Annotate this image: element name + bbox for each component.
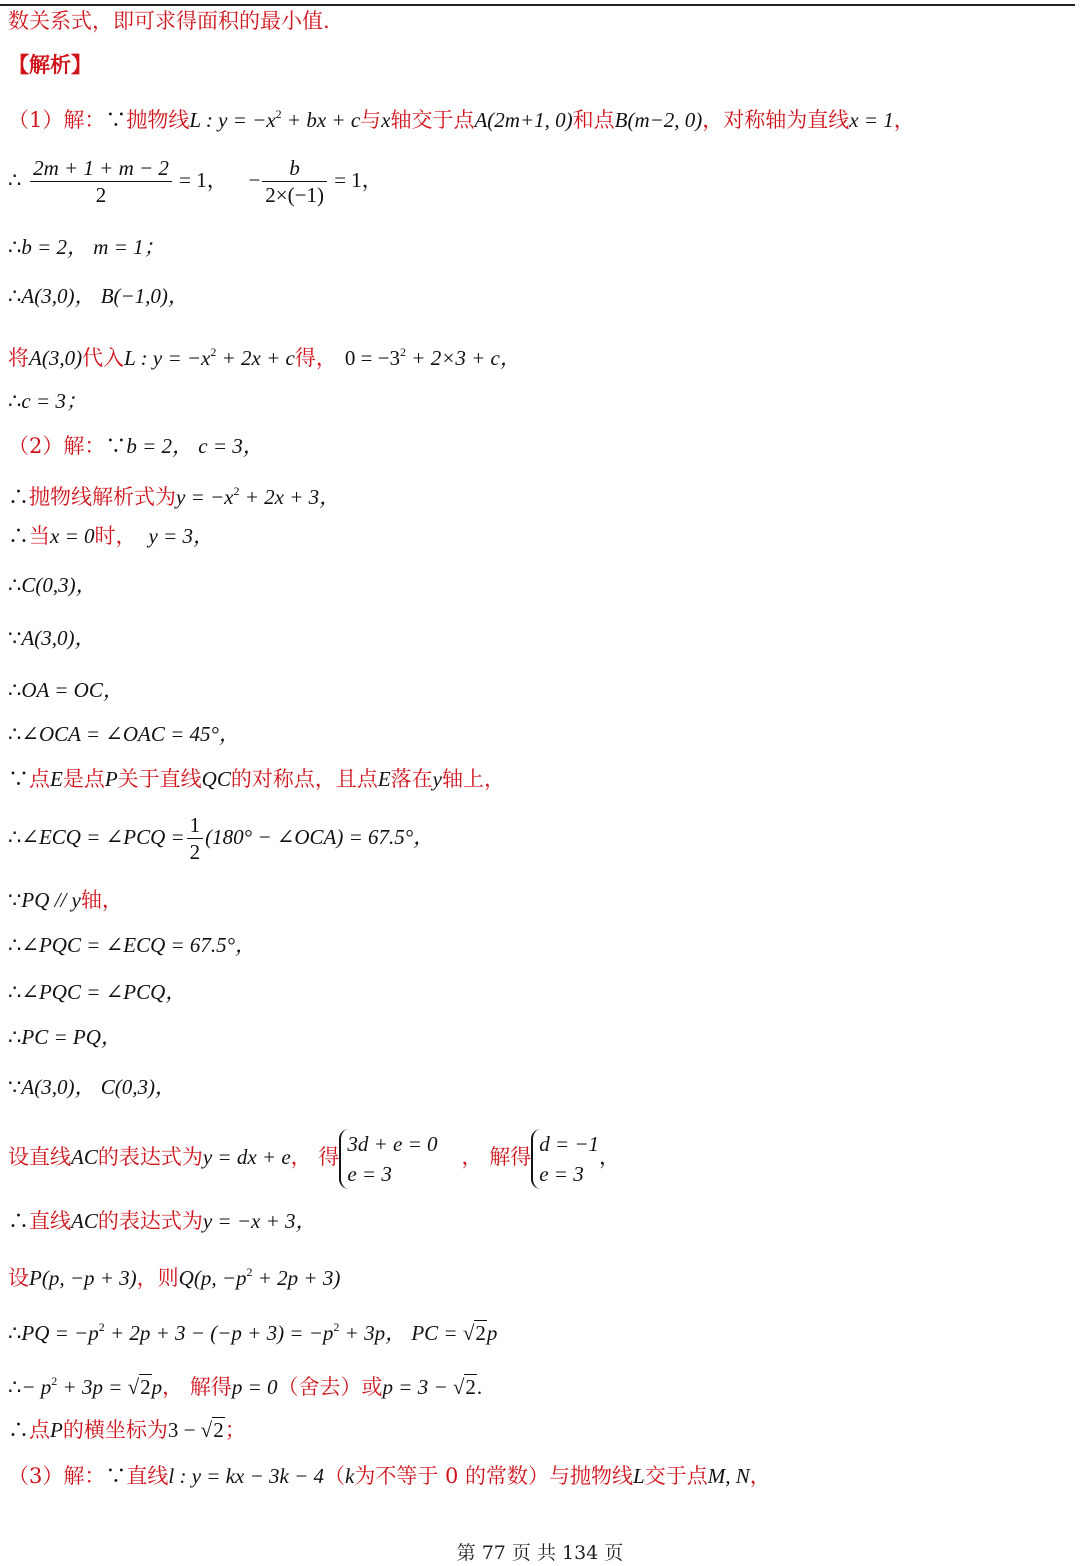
math: b = 2， c = 3，	[126, 434, 264, 458]
math: L : y = −x	[124, 346, 211, 370]
denominator: 2	[189, 840, 201, 864]
text: 抛物线解析式为	[29, 485, 176, 509]
math: + 3p， PC =	[339, 1321, 463, 1345]
therefore-symbol: ∴	[8, 524, 29, 548]
math: b = 2， m = 1；	[21, 235, 165, 259]
radicand: 2	[465, 1375, 476, 1399]
math: 0 = −3	[344, 346, 401, 370]
exponent: 2	[275, 107, 282, 121]
text: 轴交于点	[390, 108, 475, 132]
math: M, N	[707, 1464, 750, 1488]
math: AC	[71, 1209, 98, 1233]
p1-result-ab	[8, 282, 189, 310]
text: 得，	[294, 346, 337, 370]
sqrt-sign: √	[127, 1375, 140, 1399]
text: 的表达式为	[97, 1209, 203, 1233]
math: + 2p + 3 − (−p + 3) = −p	[104, 1321, 334, 1345]
fraction	[262, 155, 327, 208]
math: A(3,0)， B(−1,0)，	[21, 284, 189, 308]
text: 的对称点，且点	[230, 767, 378, 791]
sqrt-sign: √	[452, 1375, 465, 1399]
math: P	[50, 1418, 63, 1442]
math: p = 3 −	[382, 1375, 453, 1399]
text: 时，	[94, 524, 137, 548]
numerator: 2m + 1 + m − 2	[30, 155, 172, 182]
math: + 3p =	[57, 1375, 128, 1399]
p2-symmetric	[8, 765, 505, 793]
page-footer: 第 77 页 共 134 页	[456, 1542, 624, 1564]
p2-line-ac	[8, 1207, 317, 1235]
text: 为不等于 0 的常数）与抛物线	[354, 1464, 634, 1488]
p1-fractions	[8, 155, 383, 208]
p1-result-c	[8, 387, 87, 415]
math: A(2m+1, 0)	[474, 108, 573, 132]
text: 轴，	[80, 888, 123, 912]
math: ∠PQC = ∠ECQ = 67.5°，	[21, 933, 257, 957]
denominator: 2×(−1)	[265, 183, 324, 207]
p2-parabola	[8, 477, 340, 511]
p2-x0	[8, 522, 214, 550]
p2-line-ac-system	[8, 1124, 620, 1190]
p2-solve	[8, 1367, 482, 1401]
because-symbol: ∵	[105, 434, 127, 458]
section-heading	[8, 51, 92, 79]
text: ， 得	[290, 1145, 340, 1169]
therefore-symbol: ∴	[8, 235, 22, 259]
math: E	[377, 767, 391, 791]
math: OA = OC，	[21, 678, 124, 702]
p2-set-pq	[8, 1258, 340, 1292]
p2-A	[8, 624, 95, 652]
p3-label: （3）解：	[8, 1464, 106, 1488]
math: P(p, −p + 3)	[29, 1266, 137, 1290]
math: p	[486, 1321, 498, 1345]
therefore-symbol: ∴	[8, 1418, 29, 1442]
text: ；	[224, 1418, 246, 1442]
math: p	[151, 1375, 163, 1399]
math: PQ = −p	[21, 1321, 99, 1345]
equation-system	[531, 1129, 599, 1189]
p2-pqc1	[8, 931, 256, 959]
math: k	[345, 1464, 355, 1488]
text: ， 解得	[162, 1375, 232, 1399]
math: + 2×3 + c，	[406, 346, 521, 370]
intro-text: 数关系式，即可求得面积的最小值.	[8, 9, 330, 33]
sqrt-sign: √	[462, 1321, 475, 1345]
math: P	[104, 767, 118, 791]
text: .	[476, 1375, 483, 1399]
top-rule	[0, 4, 1075, 6]
text: 落在	[390, 767, 433, 791]
math: x = 1	[849, 108, 894, 132]
math: + 2p + 3)	[252, 1266, 341, 1290]
text: 和点	[572, 108, 615, 132]
text: 交于点	[644, 1464, 708, 1488]
equation: e = 3	[347, 1161, 392, 1186]
therefore-symbol: ∴	[8, 980, 22, 1004]
radicand: 2	[140, 1375, 151, 1399]
math: + 2x + c	[216, 346, 295, 370]
text: 设	[8, 1266, 29, 1290]
text: 代入	[82, 346, 125, 370]
because-symbol: ∵	[8, 626, 22, 650]
math: l : y = kx − 3k − 4	[168, 1464, 324, 1488]
therefore-symbol: ∴	[8, 825, 22, 849]
because-symbol: ∵	[8, 767, 29, 791]
text: 与	[360, 108, 382, 132]
radicand: 2	[213, 1418, 224, 1442]
denominator: 2	[95, 183, 107, 207]
exponent: 2	[333, 1320, 340, 1334]
math: A(3,0)， C(0,3)，	[21, 1075, 176, 1099]
numerator: 1	[187, 812, 204, 839]
fraction	[187, 812, 204, 865]
exponent: 2	[210, 345, 217, 359]
math: 3 −	[167, 1418, 201, 1442]
math: AC	[71, 1145, 98, 1169]
heading-text: 【解析】	[8, 52, 92, 77]
equation-system	[339, 1129, 437, 1189]
text: ， 解得	[461, 1145, 532, 1169]
therefore-symbol: ∴	[8, 722, 22, 746]
math: B(m−2, 0)	[614, 108, 703, 132]
therefore-symbol: ∴	[8, 678, 22, 702]
p2-ecq	[8, 812, 434, 865]
p1-line1	[8, 100, 915, 134]
exponent: 2	[400, 345, 407, 359]
text: 直线	[29, 1209, 71, 1233]
math: = 1，	[173, 168, 228, 192]
p3-line1	[8, 1462, 771, 1490]
p2-label: （2）解：	[8, 434, 106, 458]
p2-angle45	[8, 720, 240, 748]
p2-OA	[8, 676, 124, 704]
p2-pq-length	[8, 1313, 497, 1347]
math: L	[633, 1464, 645, 1488]
p1-result-bm	[8, 233, 165, 261]
text: 设直线	[8, 1145, 71, 1169]
text: 的横坐标为	[62, 1418, 168, 1442]
text: ，则	[136, 1266, 179, 1290]
because-symbol: ∵	[105, 108, 127, 132]
because-symbol: ∵	[8, 1075, 22, 1099]
p2-line1	[8, 432, 264, 460]
math: y = −x	[176, 485, 234, 509]
fraction	[30, 155, 172, 208]
math: − p	[21, 1375, 52, 1399]
therefore-symbol: ∴	[8, 1209, 29, 1233]
minus-sign: −	[248, 168, 261, 192]
exponent: 2	[51, 1374, 58, 1388]
equation: e = 3	[539, 1161, 584, 1186]
math: (180° − ∠OCA) = 67.5°，	[205, 825, 435, 849]
sqrt-sign: √	[200, 1418, 213, 1442]
text: （舍去）或	[277, 1375, 383, 1399]
text: ，	[893, 108, 915, 132]
math: y = dx + e	[202, 1145, 291, 1169]
math: y	[432, 767, 442, 791]
numerator: b	[262, 155, 327, 182]
text: 当	[29, 524, 50, 548]
p1-substitute	[8, 338, 521, 372]
text: 的表达式为	[97, 1145, 203, 1169]
therefore-symbol: ∴	[8, 933, 22, 957]
math: x = 0	[50, 524, 95, 548]
text: 点	[29, 1418, 50, 1442]
p2-AC-points	[8, 1073, 176, 1101]
equation: d = −1	[539, 1131, 600, 1156]
math: y = 3，	[148, 524, 214, 548]
text: 抛物线	[126, 108, 190, 132]
math: ∠PQC = ∠PCQ，	[21, 980, 187, 1004]
p2-parallel	[8, 886, 123, 914]
therefore-symbol: ∴	[8, 1321, 22, 1345]
exponent: 2	[98, 1320, 105, 1334]
math: x	[381, 108, 391, 132]
therefore-symbol: ∴	[8, 485, 29, 509]
math: Q(p, −p	[178, 1266, 247, 1290]
text: 轴上，	[442, 767, 505, 791]
math: ∠OCA = ∠OAC = 45°，	[21, 722, 240, 746]
p2-pcpq	[8, 1023, 122, 1051]
p1-label: （1）解：	[8, 108, 106, 132]
math: C(0,3)，	[21, 573, 97, 597]
math: y = −x + 3，	[202, 1209, 317, 1233]
therefore-symbol: ∴	[8, 168, 22, 192]
text: ，	[749, 1464, 771, 1488]
p2-answer	[8, 1416, 246, 1444]
text: 将	[8, 346, 29, 370]
math: ∠ECQ = ∠PCQ =	[21, 825, 185, 849]
p2-C	[8, 571, 97, 599]
text: （	[324, 1464, 345, 1488]
math: p = 0	[231, 1375, 278, 1399]
math: + 2x + 3，	[239, 485, 341, 509]
text: ，	[599, 1145, 621, 1169]
math: + bx + c	[281, 108, 361, 132]
radicand: 2	[475, 1321, 486, 1345]
therefore-symbol: ∴	[8, 1025, 22, 1049]
text: 点	[29, 767, 50, 791]
exponent: 2	[246, 1265, 253, 1279]
text: 关于直线	[117, 767, 202, 791]
math: PC = PQ，	[21, 1025, 122, 1049]
text: ，对称轴为直线	[702, 108, 850, 132]
therefore-symbol: ∴	[8, 389, 22, 413]
equation: 3d + e = 0	[347, 1131, 438, 1156]
math: A(3,0)，	[21, 626, 96, 650]
text: 是点	[62, 767, 105, 791]
math: QC	[201, 767, 231, 791]
p2-pqc2	[8, 978, 186, 1006]
math: E	[50, 767, 63, 791]
intro-line	[8, 7, 330, 35]
math: L : y = −x	[189, 108, 276, 132]
math: = 1，	[328, 168, 383, 192]
because-symbol: ∵	[8, 888, 22, 912]
because-symbol: ∵	[105, 1464, 127, 1488]
math: PQ // y	[21, 888, 81, 912]
therefore-symbol: ∴	[8, 573, 22, 597]
text: 直线	[126, 1464, 169, 1488]
therefore-symbol: ∴	[8, 284, 22, 308]
math: A(3,0)	[29, 346, 83, 370]
math: c = 3；	[21, 389, 87, 413]
exponent: 2	[233, 484, 240, 498]
therefore-symbol: ∴	[8, 1375, 22, 1399]
